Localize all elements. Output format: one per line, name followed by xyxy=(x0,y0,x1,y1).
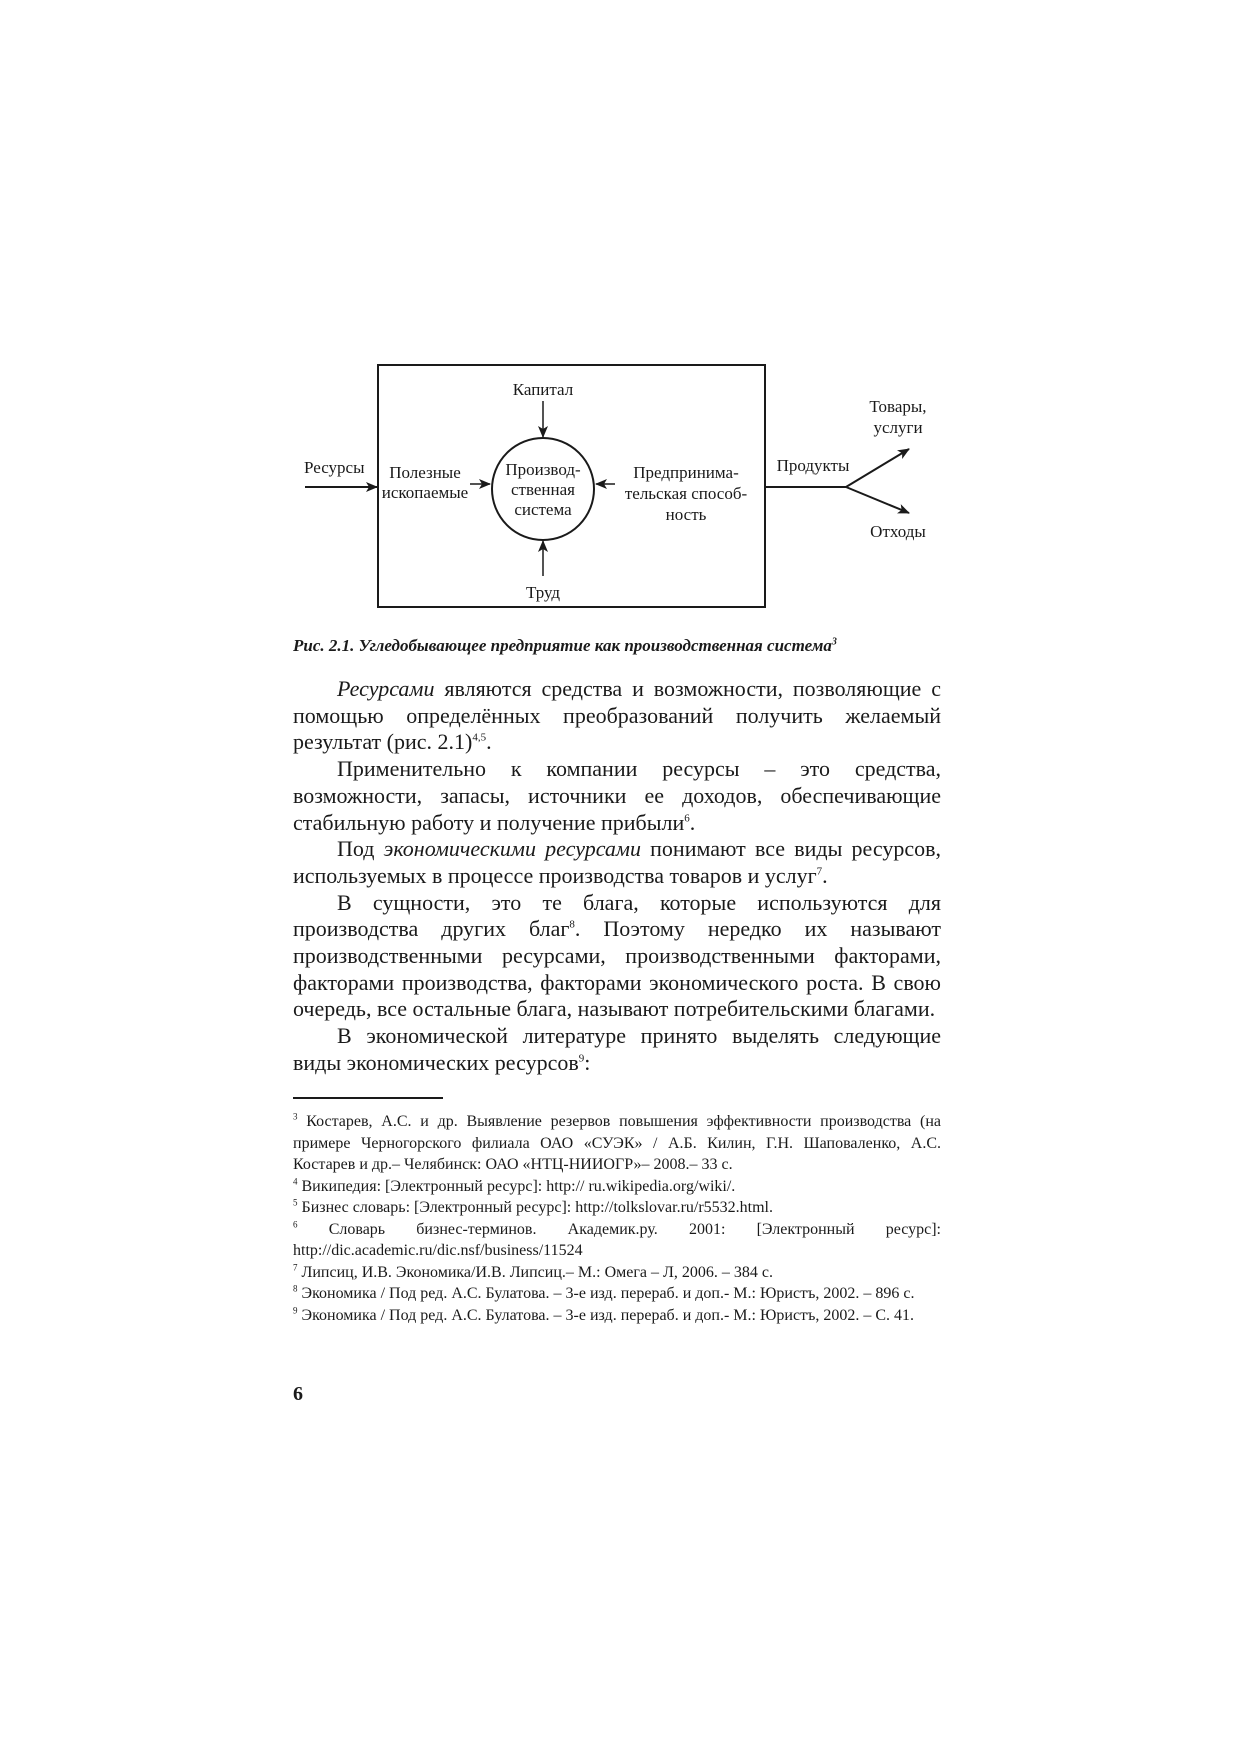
label-minerals-2: ископаемые xyxy=(381,483,469,502)
paragraph-text: В сущности, это те блага, которые используются для производства других благ xyxy=(293,889,941,942)
footnote-4 xyxy=(293,1176,941,1198)
footnote-ref: 7 xyxy=(816,865,823,878)
label-products: Продукты xyxy=(776,456,850,475)
label-minerals-1: Полезные xyxy=(389,463,461,482)
footnote-number: 7 xyxy=(293,1262,298,1273)
waste-arrow xyxy=(846,487,909,513)
footnote-ref: 3 xyxy=(831,636,837,648)
production-system-diagram xyxy=(290,360,930,620)
footnote-ref: 9 xyxy=(578,1052,585,1065)
figure-caption-text: Рис. 2.1. Угледобывающее предприятие как производственная система xyxy=(293,636,832,655)
paragraph-types-intro xyxy=(293,1023,941,1076)
paragraph-text: Применительно к компании ресурсы – это средства, возможности, запасы, источники ее доходов, обеспечивающие стабильную работу и получение прибыли xyxy=(293,756,941,835)
footnote-6 xyxy=(293,1219,941,1262)
footnote-number: 3 xyxy=(293,1111,298,1122)
footnote-number: 9 xyxy=(293,1305,298,1316)
footnote-number: 6 xyxy=(293,1219,298,1230)
punctuation: . xyxy=(822,862,828,888)
label-waste: Отходы xyxy=(870,522,926,541)
paragraph-text: . Поэтому нередко их называют производственными ресурсами, производственными факторами, факторами производства, факторами экономического роста. В свою очередь, все остальные блага, называют потребительскими благами. xyxy=(293,916,941,1022)
punctuation: : xyxy=(584,1049,591,1075)
label-system-3: система xyxy=(514,500,572,519)
paragraph-resources xyxy=(293,676,941,756)
label-goods-2: услуги xyxy=(873,418,923,437)
footnote-text: Экономика / Под ред. А.С. Булатова. – 3-е изд. перераб. и доп.- М.: Юристъ, 2002. – С. 41. xyxy=(297,1306,915,1324)
footnote-7 xyxy=(293,1262,941,1284)
footnote-separator xyxy=(293,1097,443,1099)
label-system-1: Производ- xyxy=(505,460,581,479)
figure-caption xyxy=(293,636,953,656)
footnote-text: Липсиц, И.В. Экономика/И.В. Липсиц.– М.: Омега – Л, 2006. – 384 с. xyxy=(297,1263,773,1281)
footnote-ref: 4,5 xyxy=(472,732,487,745)
term-economic-resources: экономическими ресурсами xyxy=(383,836,641,862)
footnote-8 xyxy=(293,1283,941,1305)
goods-arrow xyxy=(846,449,909,487)
footnote-text: Бизнес словарь: [Электронный ресурс]: http://tolkslovar.ru/r5532.html. xyxy=(297,1199,773,1216)
label-entrepreneurship-1: Предпринима- xyxy=(633,463,739,482)
paragraph-text: Под xyxy=(337,836,384,862)
footnote-text: Экономика / Под ред. А.С. Булатова. – 3-е изд. перераб. и доп.- М.: Юристъ, 2002. – 896 с. xyxy=(297,1285,915,1302)
paragraph-text: В экономической литературе принято выделять следующие виды экономических ресурсов xyxy=(293,1023,941,1075)
label-resources: Ресурсы xyxy=(304,458,365,477)
label-capital: Капитал xyxy=(512,380,574,399)
label-entrepreneurship-3: ность xyxy=(665,505,707,524)
page-number: 6 xyxy=(293,1383,303,1405)
footnote-number: 4 xyxy=(293,1176,298,1187)
footnote-ref: 8 xyxy=(569,919,575,931)
footnote-5 xyxy=(293,1197,941,1219)
footnote-ref: 6 xyxy=(684,812,690,825)
paragraph-economic-resources xyxy=(293,836,941,889)
label-system-2: ственная xyxy=(510,480,576,499)
footnote-text: Костарев, А.С. и др. Выявление резервов повышения эффективности производства (на примере Черногорского филиала ОАО «СУЭК» / А.Б. Килин, Г.Н. Шаповаленко, А.С. Костарев и др.– Челябинск: ОАО «НТЦ-НИИОГР»– 2008.– 33 с. xyxy=(293,1113,941,1173)
punctuation: . xyxy=(486,729,492,755)
footnote-3 xyxy=(293,1111,941,1176)
footnote-text: Википедия: [Электронный ресурс]: http:// ru.wikipedia.org/wiki/. xyxy=(297,1177,736,1195)
footnote-number: 5 xyxy=(293,1197,298,1208)
body-text xyxy=(293,676,941,1077)
paragraph-text: понимают все виды ресурсов, используемых в процессе производства товаров и услуг xyxy=(293,836,941,888)
paragraph-text: являются средства и возможности, позволяющие с помощью определённых преобразований получить желаемый результат (рис. 2.1) xyxy=(293,676,941,755)
label-goods-1: Товары, xyxy=(869,397,927,416)
footnotes xyxy=(293,1111,941,1326)
footnote-9 xyxy=(293,1305,941,1327)
term-resources: Ресурсами xyxy=(337,676,435,701)
label-entrepreneurship-2: тельская способ- xyxy=(624,484,748,503)
label-labor: Труд xyxy=(525,583,561,602)
footnote-number: 8 xyxy=(293,1283,298,1294)
punctuation: . xyxy=(689,809,696,835)
paragraph-company-resources xyxy=(293,756,941,836)
footnote-text: Словарь бизнес-терминов. Академик.ру. 2001: [Электронный ресурс]: http://dic.academic.ru/dic.nsf/business/11524 xyxy=(293,1220,941,1259)
paragraph-goods xyxy=(293,890,941,1024)
